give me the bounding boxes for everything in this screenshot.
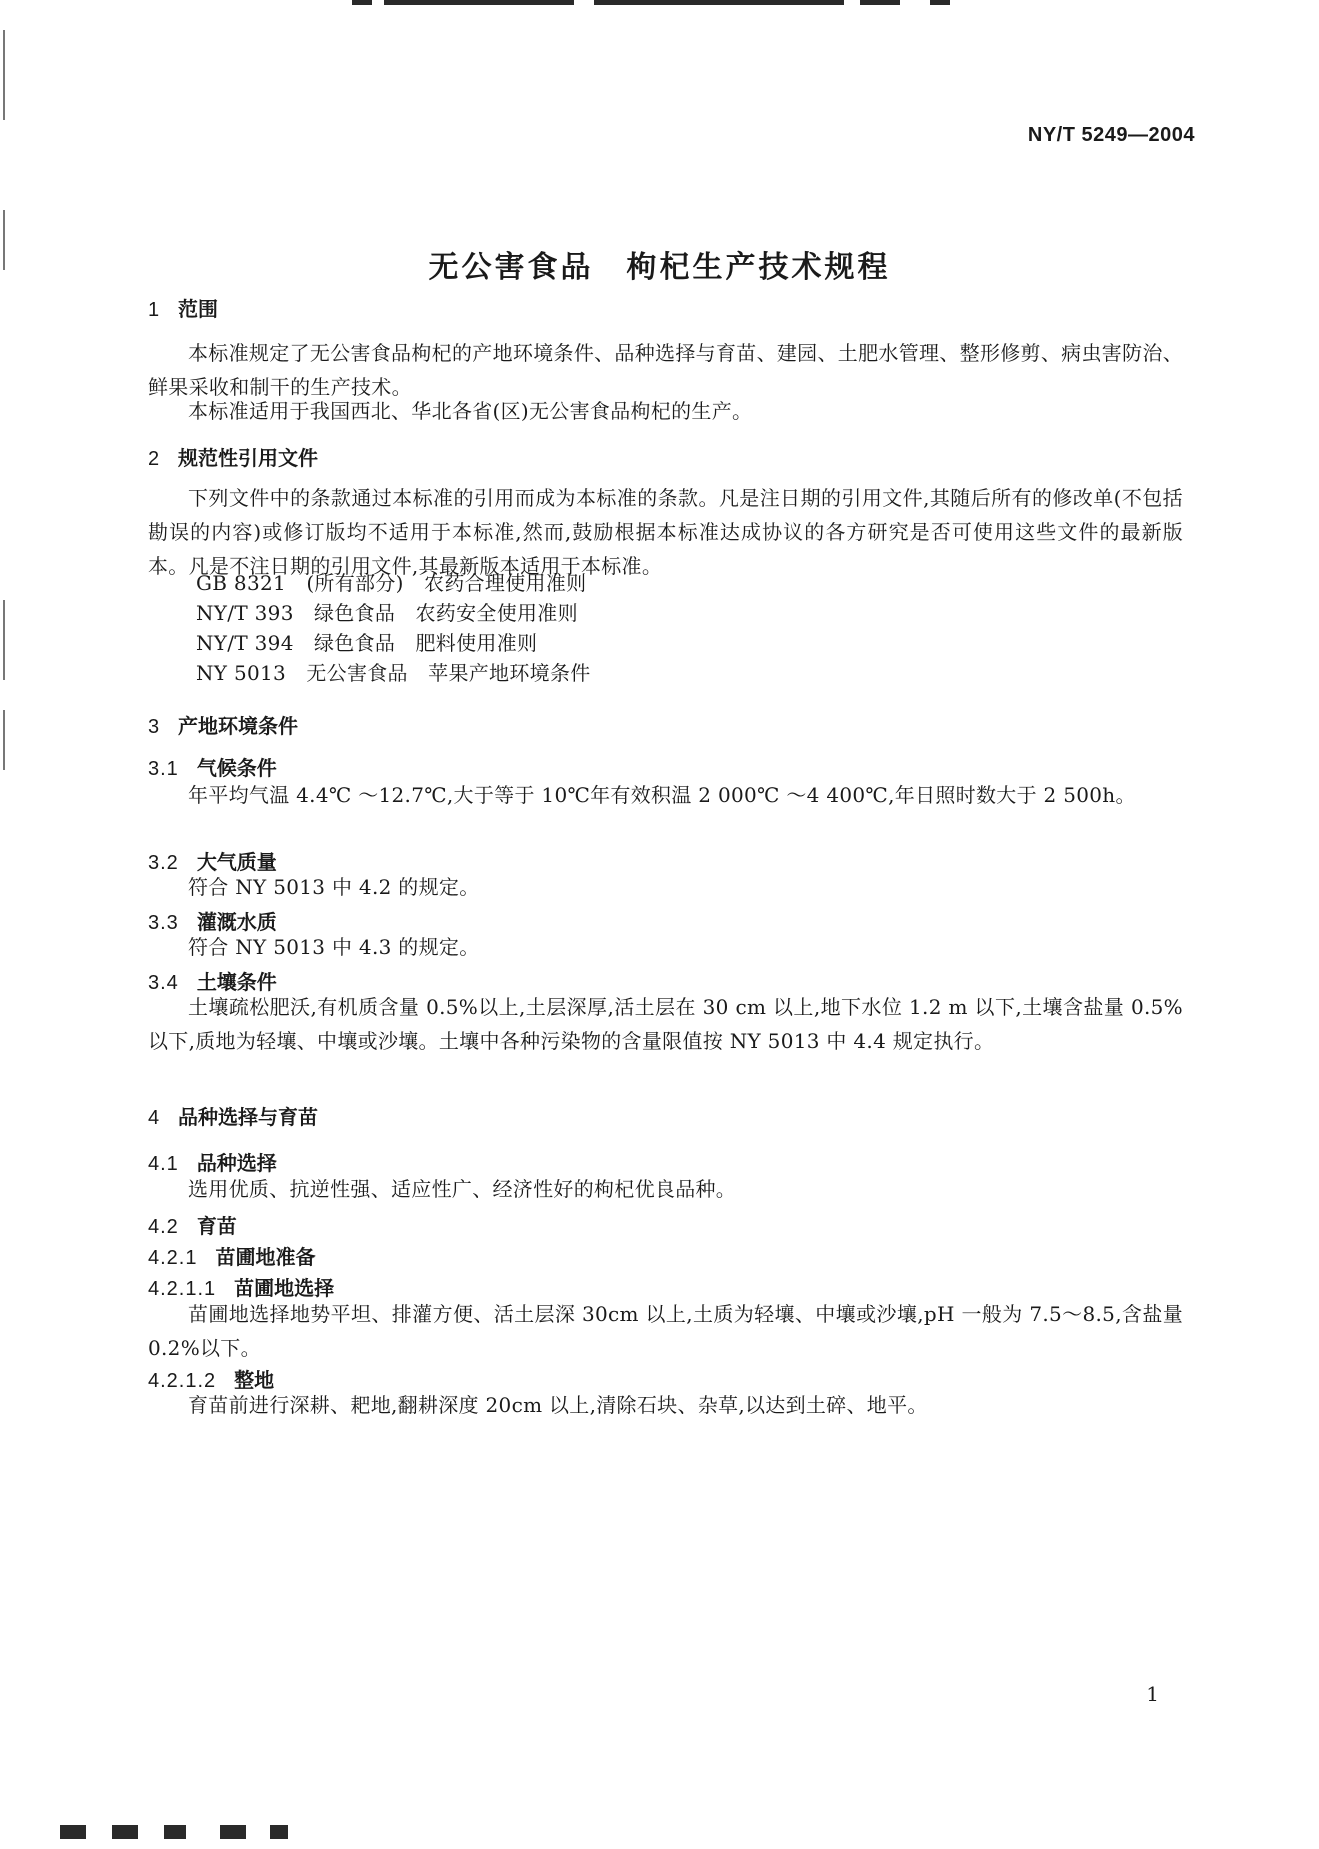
paragraph: 土壤疏松肥沃,有机质含量 0.5%以上,土层深厚,活土层在 30 cm 以上,地下水位 1.2 m 以下,土壤含盐量 0.5%以下,质地为轻壤、中壤或沙壤。土壤中各种污染物的含量限值按 NY 5013 中 4.4 规定执行。 bbox=[148, 995, 1183, 1053]
paragraph: 本标准规定了无公害食品枸杞的产地环境条件、品种选择与育苗、建园、土肥水管理、整形修剪、病虫害防治、鲜果采收和制干的生产技术。 bbox=[148, 341, 1183, 399]
paragraph: 育苗前进行深耕、耙地,翻耕深度 20cm 以上,清除石块、杂草,以达到土碎、地平。 bbox=[188, 1393, 928, 1417]
paragraph: 选用优质、抗逆性强、适应性广、经济性好的枸杞优良品种。 bbox=[188, 1177, 737, 1201]
scan-artifact bbox=[3, 30, 5, 120]
scan-artifact bbox=[270, 1825, 288, 1839]
section-heading: 2 规范性引用文件 bbox=[148, 446, 318, 470]
section-heading: 4 品种选择与育苗 bbox=[148, 1105, 318, 1129]
subsection-heading: 4.2.1.2 整地 bbox=[148, 1368, 275, 1392]
scan-artifact bbox=[220, 1825, 246, 1839]
subsection-heading: 4.2.1.1 苗圃地选择 bbox=[148, 1276, 335, 1300]
scan-artifact bbox=[3, 600, 5, 680]
scan-artifact bbox=[384, 0, 574, 5]
paragraph: 苗圃地选择地势平坦、排灌方便、活土层深 30cm 以上,土质为轻壤、中壤或沙壤,pH 一般为 7.5～8.5,含盐量 0.2%以下。 bbox=[148, 1302, 1183, 1360]
paragraph: 下列文件中的条款通过本标准的引用而成为本标准的条款。凡是注日期的引用文件,其随后所有的修改单(不包括勘误的内容)或修订版均不适用于本标准,然而,鼓励根据本标准达成协议的各方研究是否可使用这些文件的最新版本。凡是不注日期的引用文件,其最新版本适用于本标准。 bbox=[148, 486, 1183, 578]
scan-artifact bbox=[930, 0, 950, 5]
page-title: 无公害食品 枸杞生产技术规程 bbox=[428, 250, 891, 285]
reference-item: NY 5013 无公害食品 苹果产地环境条件 bbox=[196, 661, 591, 685]
scan-artifact bbox=[164, 1825, 186, 1839]
page-number: 1 bbox=[1146, 1682, 1159, 1706]
subsection-heading: 3.3 灌溉水质 bbox=[148, 910, 277, 934]
scan-artifact bbox=[112, 1825, 138, 1839]
reference-item: GB 8321 (所有部分) 农药合理使用准则 bbox=[196, 571, 587, 595]
scan-artifact bbox=[594, 0, 844, 5]
scan-artifact bbox=[860, 0, 900, 5]
reference-item: NY/T 393 绿色食品 农药安全使用准则 bbox=[196, 601, 578, 625]
subsection-heading: 3.4 土壤条件 bbox=[148, 970, 277, 994]
section-heading: 1 范围 bbox=[148, 297, 218, 321]
subsection-heading: 4.1 品种选择 bbox=[148, 1151, 277, 1175]
subsection-heading: 4.2.1 苗圃地准备 bbox=[148, 1245, 316, 1269]
subsection-heading: 4.2 育苗 bbox=[148, 1214, 237, 1238]
paragraph: 本标准适用于我国西北、华北各省(区)无公害食品枸杞的生产。 bbox=[188, 399, 753, 423]
section-heading: 3 产地环境条件 bbox=[148, 714, 298, 738]
subsection-heading: 3.1 气候条件 bbox=[148, 756, 277, 780]
scan-artifact bbox=[352, 0, 372, 5]
scan-artifact bbox=[3, 710, 5, 770]
subsection-heading: 3.2 大气质量 bbox=[148, 850, 277, 874]
paragraph: 符合 NY 5013 中 4.2 的规定。 bbox=[188, 875, 480, 899]
standard-code: NY/T 5249—2004 bbox=[1027, 124, 1195, 146]
reference-item: NY/T 394 绿色食品 肥料使用准则 bbox=[196, 631, 538, 655]
paragraph: 年平均气温 4.4℃ ～12.7℃,大于等于 10℃年有效积温 2 000℃ ～4 400℃,年日照时数大于 2 500h。 bbox=[188, 783, 1136, 807]
paragraph: 符合 NY 5013 中 4.3 的规定。 bbox=[188, 935, 480, 959]
scan-artifact bbox=[60, 1825, 86, 1839]
